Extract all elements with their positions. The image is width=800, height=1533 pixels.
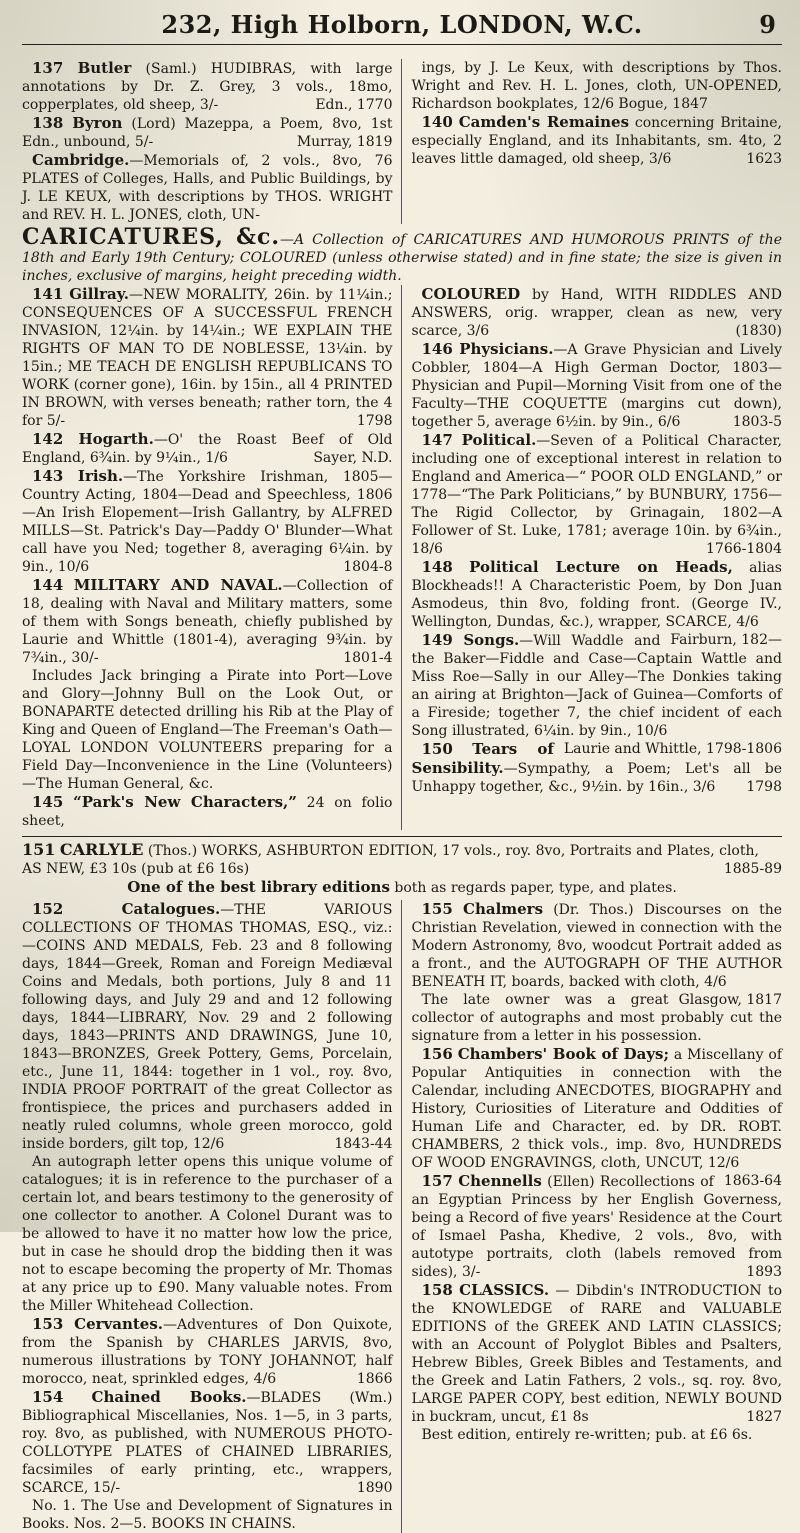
catalogue-entry — [412, 285, 783, 340]
entry-number: 144 — [32, 576, 64, 594]
entry-number: 152 — [32, 900, 64, 918]
caricatures-heading — [22, 224, 782, 285]
entry-text: —A Grave Physician and Lively Cobbler, 1804—A High German Doctor, 1803—Physician and Pupil—Morning Visit from one of the Faculty—THE COQUETTE (margins cut down), together 5, average 6½in. by 9in., 6/6 — [411, 342, 783, 430]
entry-number: 141 — [32, 285, 64, 303]
catalogue-entry — [22, 1153, 393, 1315]
entry-text: —THE VARIOUS COLLECTIONS OF THOMAS THOMAS, ESQ., viz.:—COINS AND MEDALS, Feb. 23 and 8 following days, 1844—Greek, Roman and Foreign Mediæval Coins and Medals, both portions, July 8 and 11 following days, and July 29 and and 12 following days, 1844—LIBRARY, Nov. 29 and 2 following days, 1843—PRINTS AND DRAWINGS, June 10, 1843—BRONZES, Greek Pottery, Gems, Porcelain, etc., June 11, 1844: together in 1 vol., roy. 8vo, INDIA PROOF PORTRAIT of the great Collector as frontispiece, the prices and purchasers added in neatly ruled columns, whole green morocco, gold inside borders, gilt top, 12/6 — [22, 902, 393, 1152]
entry-text: —The Yorkshire Irishman, 1805—Country Acting, 1804—Dead and Speechless, 1806—An Irish Elopement—Irish Gallantry, by ALFRED MILLS—St. Patrick's Day—Paddy O' Blunder—What call have you Ned; together 8, averaging 6¼in. by 9in., 10/6 — [22, 469, 393, 575]
entry-text: (Thos.) WORKS, ASHBURTON EDITION, 17 vols., roy. 8vo, Portraits and Plates, cloth, AS NEW, £3 10s (pub at £6 16s) — [22, 843, 759, 877]
entry-date: Laurie and Whittle, 1798-1806 — [563, 741, 782, 757]
entry-name: Songs. — [463, 631, 520, 649]
lower-left-column — [22, 900, 402, 1533]
catalogue-entry — [22, 1497, 393, 1533]
catalogue-entry — [22, 285, 393, 430]
entry-name: Gillray. — [69, 285, 129, 303]
top-left-column — [22, 59, 402, 224]
entry-date: 1766-1804 — [706, 541, 782, 557]
entry-date: 1803-5 — [732, 414, 782, 430]
entry-text: concerning Britaine, especially England, and its Inhabitants, sm. 4to, 2 leaves little damaged, old sheep, 3/6 — [411, 115, 783, 167]
entry-text: The late owner was a great collector of autographs and most probably cut the signature from a letter in his possession. — [411, 992, 782, 1044]
top-right-column — [412, 59, 783, 224]
entry-text: (Dr. Thos.) Discourses on the Christian Revelation, viewed in connection with the Modern Astronomy, 8vo, woodcut Portrait added as a front., and the AUTOGRAPH OF THE AUTHOR BENEATH IT, boards, backed with cloth, 4/6 — [411, 902, 782, 990]
carlyle-entry — [22, 841, 782, 878]
entry-date: 1623 — [746, 151, 782, 167]
section-description: —A Collection of CARICATURES AND HUMOROUS PRINTS of the 18th and Early 19th Century; COLOURED (unless otherwise stated) and in fine state; the size is given in inches, exclusive of margins, height preceding width. — [22, 232, 782, 284]
entry-name: Catalogues. — [121, 900, 221, 918]
note-emphasis: One of the best library editions — [127, 878, 390, 896]
entry-date: Fairburn, 182— — [670, 632, 782, 648]
entry-date: 1885-89 — [723, 861, 782, 877]
lower-entries — [22, 900, 782, 1533]
entry-text: (Ellen) Recollections of an Egyptian Princess by her English Governess, being a Record of five years' Residence at the Court of Ismael Pasha, Khedive, 2 vols., 8vo, with autotype portraits, cloth (labels removed from sides), 3/- — [411, 1174, 783, 1280]
entry-text: alias Blockheads!! A Characteristic Poem, by Don Juan Asmodeus, thin 8vo, folding front. (George IV., Wellington, Dundas, &c.), wrapper, SCARCE, 4/6 — [411, 560, 782, 630]
catalogue-entry — [22, 1315, 393, 1388]
entry-number: 149 — [421, 631, 453, 649]
section-title: CARICATURES, &c. — [22, 224, 281, 250]
entry-number: 147 — [421, 431, 453, 449]
entry-text: —Collection of 18, dealing with Naval and Military matters, some of them with Songs beneath, chiefly published by Laurie and Whittle (1801-4), averaging 9¾in. by 7¾in., 30/- — [22, 578, 393, 666]
entry-date: 1798 — [356, 413, 393, 429]
catalogue-entry — [22, 151, 393, 224]
catalogue-entry — [22, 576, 393, 667]
entry-text: 24 on folio sheet, — [22, 795, 393, 829]
entry-text: —Will Waddle and the Baker—Fiddle and Case—Captain Wattle and Miss Roe—Sally in our Alley—The Donkies taking an airing at Brighton—Jack of Guinea—Comforts of a Fireside; together 7, the chief incident of each Song illustrated, 6¼in. by 9in., 10/6 — [411, 633, 782, 739]
entry-date: Edn., 1770 — [315, 97, 393, 113]
entry-number: 148 — [421, 558, 453, 576]
entry-text: (Lord) Mazeppa, a Poem, 8vo, 1st Edn., unbound, 5/- — [22, 116, 393, 150]
entry-number: 138 — [32, 114, 64, 132]
entry-number: 137 — [32, 59, 64, 77]
entry-name: CARLYLE — [59, 840, 144, 859]
entry-name: Cervantes. — [74, 1315, 164, 1333]
entry-number: 156 — [421, 1045, 453, 1063]
entry-name: Chalmers — [463, 900, 544, 918]
entry-date: Glasgow, 1817 — [678, 992, 782, 1008]
entry-name: Chennells — [458, 1172, 542, 1190]
note-rest: both as regards paper, type, and plates. — [389, 880, 677, 896]
entry-name: Political Lecture on Heads, — [469, 558, 733, 576]
entry-date: 1866 — [356, 1371, 393, 1387]
entry-text: — Dibdin's INTRODUCTION to the KNOWLEDGE of RARE and VALUABLE EDITIONS of the GREEK AND LATIN CLASSICS; with an Account of Polyglot Bibles and Psalters, Hebrew Bibles, Greek Bibles and Testaments, and the Greek and Latin Fathers, 2 vols., sq. roy. 8vo, LARGE PAPER COPY, best edition, NEWLY BOUND in buckram, uncut, £1 8s — [411, 1283, 783, 1425]
entry-name: MILITARY AND NAVAL. — [73, 576, 283, 594]
entry-text: —Seven of a Political Character, including one of exceptional interest in relation to England and America—“ POOR OLD ENGLAND,” or 1778—“The Park Politicians,” by BUNBURY, 1756—The Rigid Collector, by Grinagain, 1802—A Follower of St. Luke, 1781; average 10in. by 6¾in., 18/6 — [411, 433, 782, 557]
catalogue-entry — [411, 900, 783, 1008]
entry-name: Camden's Remaines — [458, 113, 630, 131]
entry-number: 154 — [32, 1388, 64, 1406]
entry-name: Physicians. — [459, 340, 554, 358]
entry-number: 146 — [421, 340, 453, 358]
catalogue-entry — [22, 793, 393, 830]
catalogue-entry — [22, 1388, 393, 1497]
catalogue-entry — [412, 1426, 783, 1444]
carlyle-note — [22, 878, 782, 896]
entry-text: —Sympathy, a Poem; Let's all be Unhappy together, &c., 9½in. by 16in., 3/6 — [411, 761, 782, 795]
entry-text: a Miscellany of Popular Antiquities in connection with the Calendar, including ANECDOTES, BIOGRAPHY and History, Curiosities of Literature and Oddities of Human Life and Character, ed. by DR. ROBT. CHAMBERS, 2 thick vols., imp. 8vo, HUNDREDS OF WOOD ENGRAVINGS, cloth, UNCUT, 12/6 — [411, 1047, 782, 1171]
top-entries — [22, 45, 782, 224]
entry-text: (Saml.) HUDIBRAS, with large annotations by Dr. Z. Grey, 3 vols., 18mo, copperplates, old sheep, 3/- — [22, 61, 393, 113]
entry-name: COLOURED — [421, 285, 521, 303]
catalogue-entry — [22, 430, 393, 467]
entry-text: by Hand, WITH RIDDLES AND ANSWERS, orig. wrapper, clean as new, very scarce, 3/6 — [411, 287, 782, 339]
entry-text: —Memorials of, 2 vols., 8vo, 76 PLATES of Colleges, Halls, and Public Buildings, by J. LE KEUX, with descriptions by THOS. WRIGHT and REV. H. L. JONES, cloth, UN- — [22, 153, 393, 223]
divider — [22, 836, 782, 837]
entry-text: No. 1. The Use and Development of Signatures in Books. Nos. 2—5. BOOKS IN CHAINS. — [22, 1498, 393, 1532]
entry-date: Murray, 1819 — [296, 134, 393, 150]
catalogue-entry — [22, 900, 393, 1153]
entry-name: Byron — [72, 114, 123, 132]
page-title: 232, High Holborn, LONDON, W.C. — [161, 10, 643, 39]
entry-name: Irish. — [77, 467, 124, 485]
catalogue-entry — [22, 114, 393, 151]
lower-right-column — [412, 900, 783, 1533]
entry-name: Butler — [77, 59, 132, 77]
entry-number: 150 — [421, 740, 453, 758]
catalogue-entry — [412, 431, 783, 558]
catalogue-entry — [412, 59, 783, 113]
page-header — [22, 6, 782, 45]
page-number: 9 — [759, 10, 776, 39]
entry-date: 1798 — [746, 779, 782, 795]
catalogue-entry — [22, 467, 393, 576]
entry-date: 1827 — [746, 1409, 782, 1425]
entry-date: 1890 — [356, 1480, 393, 1496]
entry-name: CLASSICS. — [459, 1281, 550, 1299]
entry-number: 142 — [32, 430, 64, 448]
entry-date: 1801-4 — [343, 650, 393, 666]
entry-number: 145 — [32, 793, 64, 811]
entry-date: 1804-8 — [343, 559, 393, 575]
catalogue-entry — [412, 340, 783, 431]
entry-date: 1863-64 — [723, 1173, 782, 1189]
entry-name: Hogarth. — [78, 430, 154, 448]
entry-date: Sayer, N.D. — [313, 450, 393, 466]
caricature-entries — [22, 285, 782, 830]
entry-number: 158 — [421, 1281, 453, 1299]
entry-text: —BLADES (Wm.) Bibliographical Miscellanies, Nos. 1—5, in 3 parts, roy. 8vo, as published, with NUMEROUS PHOTO-COLLOTYPE PLATES of CHAINED LIBRARIES, facsimiles of early printing, etc., wrappers, SCARCE, 15/- — [22, 1390, 393, 1496]
entry-text: —O' the Roast Beef of Old England, 6¾in. by 9¼in., 1/6 — [22, 432, 393, 466]
entry-number: 151 — [22, 840, 56, 859]
catalogue-entry — [412, 1281, 783, 1426]
right-column — [412, 285, 783, 830]
entry-number: 140 — [421, 113, 453, 131]
entry-number: 157 — [421, 1172, 453, 1190]
catalogue-entry — [412, 113, 783, 168]
entry-name: Chained Books. — [91, 1388, 247, 1406]
entry-date: 1893 — [746, 1264, 782, 1280]
left-column — [22, 285, 402, 830]
entry-text: ings, by J. Le Keux, with descriptions by Thos. Wright and Rev. H. L. Jones, cloth, UN-OPENED, Richardson bookplates, 12/6 Bogue, 1847 — [411, 60, 782, 112]
entry-number: 143 — [32, 467, 64, 485]
entry-name: Political. — [461, 431, 537, 449]
entry-name: Tears of Sensibility. — [411, 740, 554, 777]
entry-text: Includes Jack bringing a Pirate into Port—Love and Glory—Johnny Bull on the Look Out, or BONAPARTE detected drilling his Rib at the Play of King and Queen of England—The Freeman's Oath—LOYAL LONDON VOLUNTEERS preparing for a Field Day—Inconvenience in the Line (Volunteers)—The Human General, &c. — [22, 668, 393, 792]
entry-name: Chambers' Book of Days; — [457, 1045, 670, 1063]
entry-text: —Adventures of Don Quixote, from the Spanish by CHARLES JARVIS, 8vo, numerous illustrations by TONY JOHANNOT, half morocco, neat, sprinkled edges, 4/6 — [22, 1317, 393, 1387]
catalogue-entry — [22, 59, 393, 114]
entry-text: An autograph letter opens this unique volume of catalogues; it is in reference to the purchaser of a certain lot, and bears testimony to the generosity of one collector to another. A Colonel Durant was to be allowed to have it no matter how low the price, but in case he should drop the bidding then it was not to escape becoming the property of Mr. Thomas at any price up to £90. Many valuable notes. From the Miller Whitehead Collection. — [22, 1154, 393, 1314]
entry-text: Best edition, entirely re-written; pub. at £6 6s. — [421, 1427, 753, 1443]
entry-date: (1830) — [735, 323, 782, 339]
entry-number: 153 — [32, 1315, 64, 1333]
entry-text: —NEW MORALITY, 26in. by 11¼in.; CONSEQUENCES OF A SUCCESSFUL FRENCH INVASION, 12¼in. by 14¼in.; WE EXPLAIN THE RIGHTS OF MAN TO DE NOBLESSE, 13¼in. by 15in.; ME TEACH DE ENGLISH REPUBLICANS TO WORK (corner gone), 16in. by 15in., all 4 PRINTED IN BROWN, with verses beneath; rather torn, the 4 for 5/- — [22, 287, 393, 429]
catalogue-entry — [22, 667, 393, 793]
entry-number: 155 — [421, 900, 453, 918]
entry-name: “Park's New Characters,” — [73, 793, 297, 811]
entry-date: 1843-44 — [334, 1136, 393, 1152]
entry-name: Cambridge. — [32, 151, 130, 169]
